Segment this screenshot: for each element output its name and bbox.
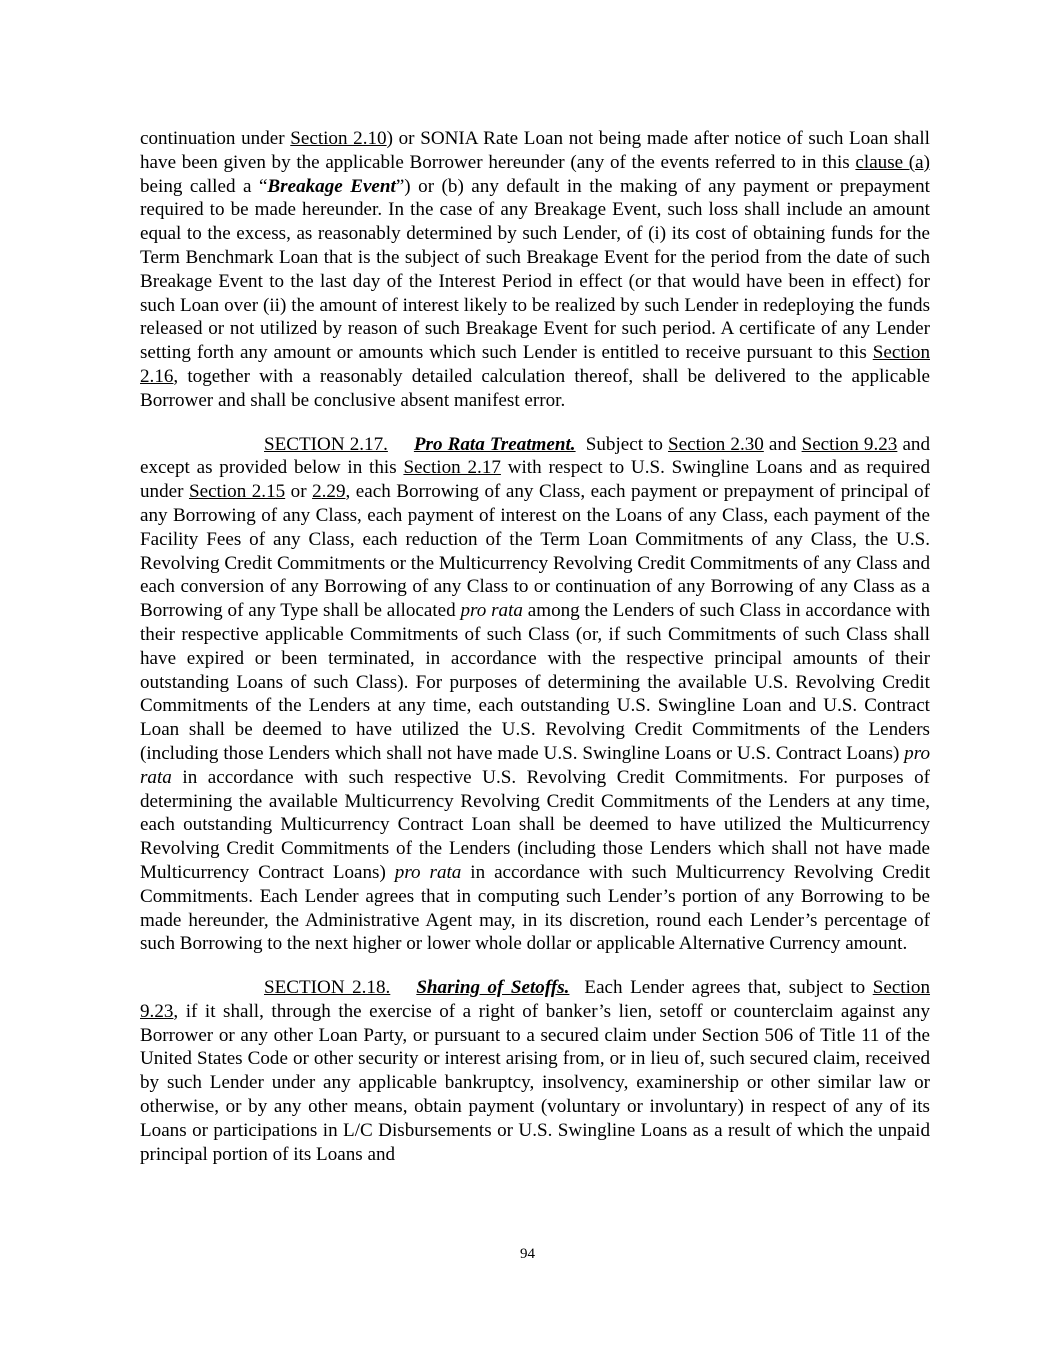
section-2-17-paragraph: [140, 433, 930, 957]
section-2-18-paragraph: [140, 976, 930, 1166]
defined-term: Breakage Event: [267, 175, 396, 197]
cross-reference: Section 2.30: [668, 433, 764, 455]
text: , if it shall, through the exercise of a right of banker’s lien, setoff or counterclaim against any Borrower or any other Loan Party, or pursuant to a secured claim under Section 506 of Title 11 of the United States Code or other security or interest arising from, or in lieu of, such secured claim, received by such Lender under any applicable bankruptcy, insolvency, examinership or other similar law or otherwise, or by any other means, obtain payment (voluntary or involuntary) in respect of any of its Loans or participations in L/C Disbursements or U.S. Swingline Loans as a result of which the unpaid principal portion of its Loans and: [140, 1000, 930, 1165]
text: or: [285, 481, 313, 503]
text: , together with a reasonably detailed calculation thereof, shall be delivered to the applicable Borrower and shall be conclusive absent manifest error.: [140, 365, 930, 411]
document-page: [140, 127, 930, 1166]
cross-reference: Section 2.16: [140, 342, 930, 387]
cross-reference: Section 2.17: [403, 457, 501, 479]
text: in accordance with such respective U.S. Revolving Credit Commitments. For purposes of determining the available Multicurrency Revolving Credit Commitments of the Lenders at any time, each outstanding Multicurrency Contract Loan shall be deemed to have utilized the Multicurrency Revolving Credit Commitments of the Lenders (including those Lenders which shall not have made Multicurrency Contract Loans): [140, 766, 930, 883]
italic-term: pro rata: [460, 600, 523, 622]
paragraph-breakage-event: [140, 127, 930, 413]
text: , each Borrowing of any Class, each payment or prepayment of principal of any Borrowing of any Class, each payment of interest on the Loans of any Class, each payment of the Facility Fees of any Class, each reduction of the Term Loan Commitments of any Class, the U.S. Revolving Credit Commitments or the Multicurrency Revolving Credit Commitments of any Class and each conversion of any Borrowing of any Class to or continuation of any Borrowing of any Class as a Borrowing of any Type shall be allocated: [140, 481, 931, 622]
cross-reference: 2.29: [312, 481, 346, 503]
text: Subject to: [575, 433, 669, 455]
text: ) or SONIA Rate Loan not being made after notice of such Loan shall have been given by the applicable Borrower hereunder (any of the events referred to in this: [140, 128, 930, 173]
section-heading: Sharing of Setoffs.: [416, 977, 570, 999]
page-number: 94: [520, 1246, 535, 1262]
text: with respect to U.S. Swingline Loans and as required under: [140, 457, 931, 503]
text: Each Lender agrees that, subject to: [569, 977, 873, 999]
cross-reference: Section 2.15: [188, 481, 286, 503]
italic-term: pro rata: [394, 861, 462, 883]
cross-reference: Section 9.23: [140, 977, 930, 1022]
text: and except as provided below in this: [140, 433, 931, 479]
cross-reference: Section 9.23: [801, 433, 898, 455]
text: among the Lenders of such Class in accordance with their respective applicable Commitments of such Class (or, if such Commitments of such Class shall have expired or been terminated, in accordance with the respective principal amounts of their outstanding Loans of such Class). For purposes of determining the available U.S. Revolving Credit Commitments of the Lenders at any time, each outstanding U.S. Swingline Loan and U.S. Contract Loan shall be deemed to have utilized the U.S. Revolving Credit Commitments of the Lenders (including those Lenders which shall not have made U.S. Swingline Loans or U.S. Contract Loans): [140, 600, 930, 764]
text: being called a “: [140, 175, 268, 197]
text: continuation under: [140, 128, 291, 149]
section-number: SECTION 2.17.: [264, 433, 388, 455]
italic-term: pro rata: [140, 742, 930, 788]
text: ”) or (b) any default in the making of any payment or prepayment required to be made hereunder. In the case of any Breakage Event, such loss shall include an amount equal to the excess, as reasonably determined by such Lender, of (i) its cost of obtaining funds for the Term Benchmark Loan that is the subject of such Breakage Event for the period from the date of such Breakage Event to the last day of the Interest Period in effect (or that would have been in effect) for such Loan over (ii) the amount of interest likely to be realized by such Lender in redeploying the funds released or not utilized by reason of such Breakage Event for such period. A certificate of any Lender setting forth any amount or amounts which such Lender is entitled to receive pursuant to this: [140, 175, 930, 364]
text: in accordance with such Multicurrency Revolving Credit Commitments. Each Lender agrees that in computing such Lender’s portion of any Borrowing to be made hereunder, the Administrative Agent may, in its discretion, round each Lender’s percentage of such Borrowing to the next higher or lower whole dollar or applicable Alternative Currency amount.: [140, 861, 931, 955]
cross-reference: Section 2.10: [290, 128, 387, 149]
section-number: SECTION 2.18.: [264, 977, 391, 999]
cross-reference: clause (a): [855, 151, 931, 173]
text: and: [763, 433, 802, 455]
section-heading: Pro Rata Treatment.: [413, 433, 576, 455]
